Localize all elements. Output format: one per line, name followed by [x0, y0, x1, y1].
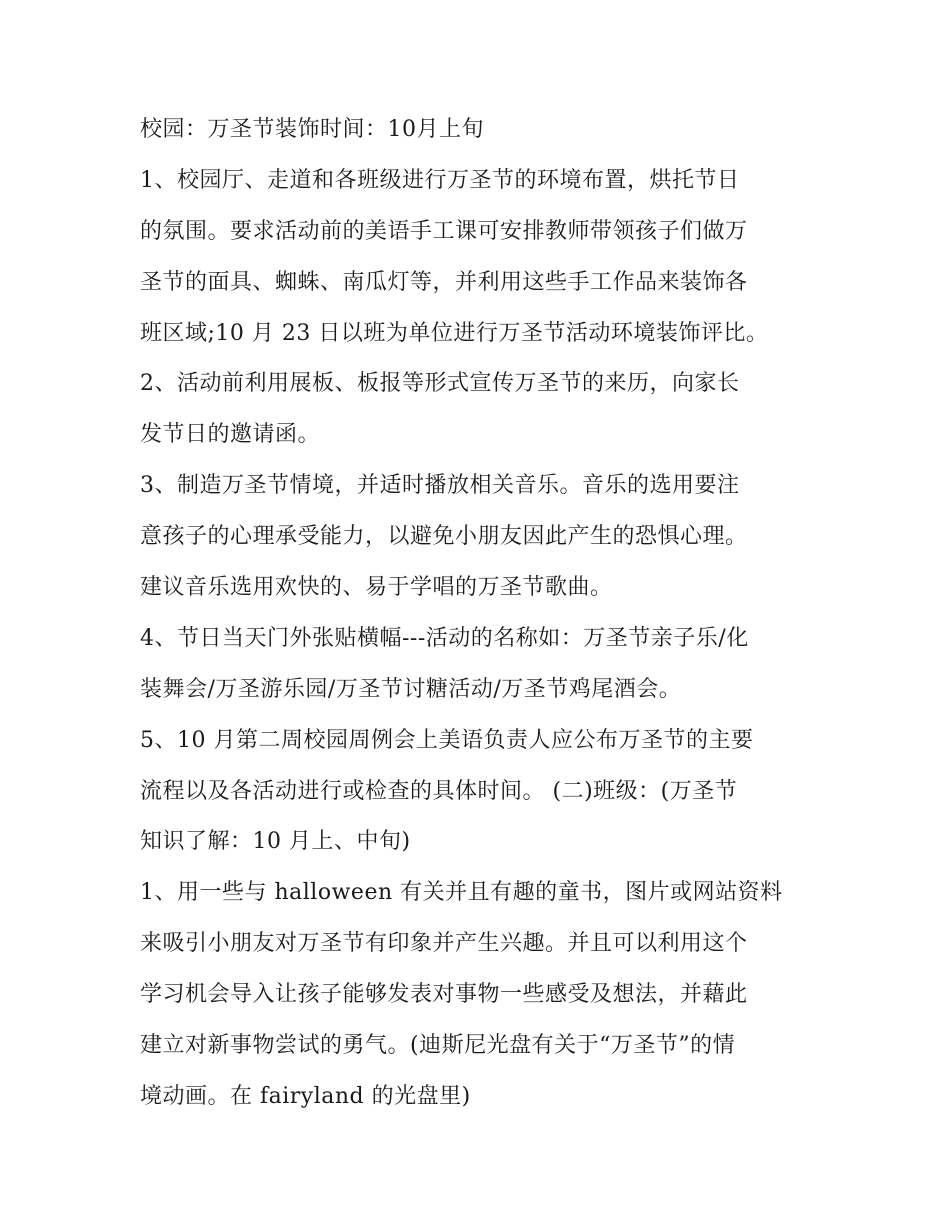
text-line: 1、校园厅、走道和各班级进行万圣节的环境布置，烘托节日 [140, 167, 740, 193]
text-line: 3、制造万圣节情境，并适时播放相关音乐。音乐的选用要注 [140, 473, 740, 499]
text-line: 班区域;10 月 23 日以班为单位进行万圣节活动环境装饰评比。 [140, 320, 769, 346]
text-line: 5、10 月第二周校园周例会上美语负责人应公布万圣节的主要 [140, 727, 754, 753]
text-line: 发节日的邀请函。 [140, 422, 321, 448]
text-line: 境动画。在 fairyland 的光盘里) [140, 1083, 471, 1109]
text-line: 1、用一些与 halloween 有关并且有趣的童书，图片或网站资料 [140, 880, 783, 906]
text-line: 知识了解：10 月上、中旬) [140, 829, 411, 855]
text-line: 来吸引小朋友对万圣节有印象并产生兴趣。并且可以利用这个 [140, 931, 748, 957]
text-line: 的氛围。要求活动前的美语手工课可安排教师带领孩子们做万 [140, 218, 748, 244]
text-line: 建立对新事物尝试的勇气。(迪斯尼光盘有关于“万圣节”的情 [140, 1033, 736, 1059]
text-line: 流程以及各活动进行或检查的具体时间。 (二)班级：(万圣节 [140, 778, 738, 804]
text-line: 意孩子的心理承受能力，以避免小朋友因此产生的恐惧心理。 [140, 524, 748, 550]
text-line: 校园：万圣节装饰时间：10月上旬 [140, 117, 484, 142]
text-line: 建议音乐选用欢快的、易于学唱的万圣节歌曲。 [140, 575, 613, 601]
text-line: 圣节的面具、蜘蛛、南瓜灯等，并利用这些手工作品来装饰各 [140, 269, 748, 295]
document-body [140, 105, 820, 1123]
text-line: 2、活动前利用展板、板报等形式宣传万圣节的来历，向家长 [140, 371, 740, 397]
text-line: 学习机会导入让孩子能够发表对事物一些感受及想法，并藉此 [140, 982, 748, 1008]
text-line: 装舞会/万圣游乐园/万圣节讨糖活动/万圣节鸡尾酒会。 [140, 676, 682, 702]
text-line: 4、节日当天门外张贴横幅---活动的名称如：万圣节亲子乐/化 [140, 625, 749, 651]
